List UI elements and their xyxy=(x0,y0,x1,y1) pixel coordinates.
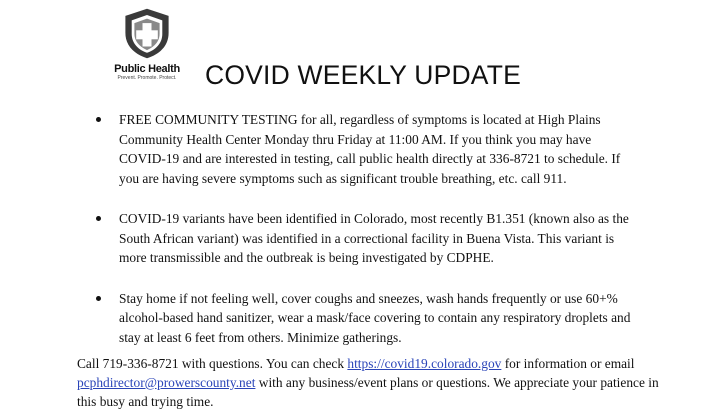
bullet-text: Stay home if not feeling well, cover coughs and sneezes, wash hands frequently or use 60+% alcohol-based hand sanitizer, wear a mask/face covering to contain any respiratory droplets and stay at least 6 feet from others. Minimize gatherings. xyxy=(119,290,631,345)
bullet-dot-icon xyxy=(96,296,101,301)
logo-name: Public Health xyxy=(114,63,180,75)
covid19-website-link[interactable]: https://covid19.colorado.gov xyxy=(347,356,502,371)
footer-text: for information or email xyxy=(501,356,635,371)
bullet-variants xyxy=(0,209,639,268)
bullet-dot-icon xyxy=(96,216,101,221)
bullet-dot-icon xyxy=(96,117,101,122)
contact-footer xyxy=(77,354,677,411)
footer-text: Call 719-336-8721 with questions. You can check xyxy=(77,356,348,371)
bullet-free-testing xyxy=(0,110,639,188)
update-bullet-list xyxy=(0,110,720,368)
bullet-text: COVID-19 variants have been identified in Colorado, most recently B1.351 (known also as the South African variant) was identified in a correctional facility in Buena Vista. This variant is more transmissible and the outbreak is being investigated by CDPHE. xyxy=(119,211,629,265)
director-email-link[interactable]: pcphdirector@prowerscounty.net xyxy=(77,375,256,390)
logo-tagline: Prevent. Promote. Protect. xyxy=(117,75,177,81)
shield-cross-icon xyxy=(120,6,174,60)
bullet-precautions xyxy=(0,289,639,348)
public-health-logo xyxy=(106,6,188,82)
bullet-text: FREE COMMUNITY TESTING for all, regardless of symptoms is located at High Plains Community Health Center Monday thru Friday at 11:00 AM. If you think you may have COVID-19 and are interested in testing, call public health directly at 336-8721 to schedule. If you are having severe symptoms such as significant trouble breathing, etc. call 911. xyxy=(119,112,621,186)
footer-text: with any business/event plans or questions. We appreciate your patience in this busy and trying time. xyxy=(77,375,659,409)
page-title: COVID WEEKLY UPDATE xyxy=(205,60,521,90)
